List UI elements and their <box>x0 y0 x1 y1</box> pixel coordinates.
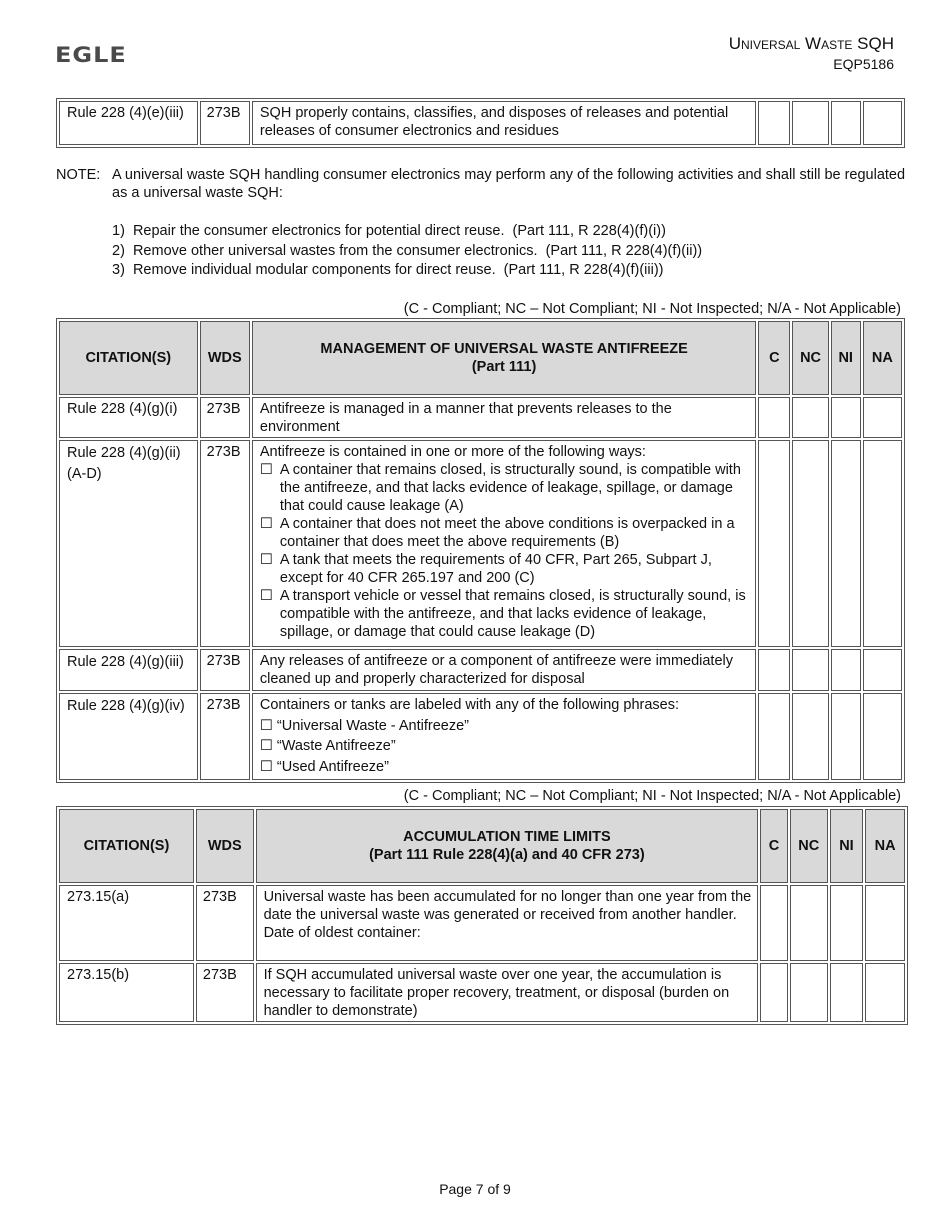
requirement-cell: SQH properly contains, classifies, and disposes of releases and potential releases of consumer electronics and residues <box>252 101 756 145</box>
compliance-legend: (C - Compliant; NC – Not Compliant; NI - Not Inspected; N/A - Not Applicable) <box>403 301 901 317</box>
ni-header: NI <box>831 321 861 395</box>
table-row <box>59 885 905 961</box>
containment-option-a <box>260 461 750 515</box>
option-text: A transport vehicle or vessel that remains closed, is structurally sound, is compatible with the antifreeze, and that lacks evidence of leakage, spillage, or damage that could cause leakage (D) <box>279 588 746 640</box>
containment-option-c <box>260 551 750 587</box>
table-row <box>59 440 902 647</box>
compliant-checkbox-cell[interactable] <box>758 101 790 145</box>
c-header: C <box>758 321 790 395</box>
requirement-text: Universal waste has been accumulated for no longer than one year from the date the universal waste was generated or received from another handler. <box>263 889 752 923</box>
not-applicable-checkbox-cell[interactable] <box>865 885 905 961</box>
list-item: 1) Repair the consumer electronics for potential direct reuse. (Part 111, R 228(4)(f)(i)) <box>112 223 666 239</box>
compliant-checkbox-cell[interactable] <box>760 885 788 961</box>
note-block <box>56 166 906 202</box>
list-item: 3) Remove individual modular components for direct reuse. (Part 111, R 228(4)(f)(iii)) <box>112 262 664 278</box>
label-phrase-option[interactable]: ☐ “Used Antifreeze” <box>259 758 389 775</box>
wds-cell: 273B <box>200 649 250 691</box>
wds-cell: 273B <box>200 693 250 780</box>
table-row <box>59 963 905 1022</box>
wds-header: WDS <box>200 321 250 395</box>
table-header-row <box>59 321 902 395</box>
table-row <box>59 693 902 780</box>
option-text: A tank that meets the requirements of 40 CFR, Part 265, Subpart J, except for 40 CFR 265.197 and 200 (C) <box>279 552 712 586</box>
wds-cell: 273B <box>200 397 250 438</box>
citation-cell: Rule 228 (4)(g)(ii) (A-D) <box>59 440 198 647</box>
compliant-checkbox-cell[interactable] <box>758 440 790 647</box>
requirement-cell <box>252 440 756 647</box>
not-compliant-checkbox-cell[interactable] <box>792 101 828 145</box>
table-header-row <box>59 809 905 883</box>
note-label: NOTE: <box>56 167 101 183</box>
citation-cell: Rule 228 (4)(e)(iii) <box>59 101 198 145</box>
option-text: A container that remains closed, is structurally sound, is compatible with the antifreeze, and that lacks evidence of leakage, spillage, or damage that could cause leakage (A) <box>279 462 741 514</box>
not-compliant-checkbox-cell[interactable] <box>792 693 828 780</box>
section-title: MANAGEMENT OF UNIVERSAL WASTE ANTIFREEZE <box>320 341 688 357</box>
c-header: C <box>760 809 788 883</box>
section-title-header <box>256 809 759 883</box>
requirement-cell: Antifreeze is managed in a manner that prevents releases to the environment <box>252 397 756 438</box>
na-header: NA <box>863 321 902 395</box>
section-title-header <box>252 321 756 395</box>
document-title: Universal Waste SQH <box>728 34 894 53</box>
not-compliant-checkbox-cell[interactable] <box>792 397 828 438</box>
not-inspected-checkbox-cell[interactable] <box>831 101 861 145</box>
not-applicable-checkbox-cell[interactable] <box>863 649 902 691</box>
egle-logo: EGLE <box>55 42 127 68</box>
table-row <box>59 397 902 438</box>
page-number: Page 7 of 9 <box>439 1181 511 1197</box>
compliant-checkbox-cell[interactable] <box>758 397 790 438</box>
requirement-cell: Any releases of antifreeze or a component of antifreeze were immediately cleaned up and properly characterized for disposal <box>252 649 756 691</box>
accumulation-time-limits-table <box>56 806 908 1025</box>
containment-option-d <box>260 587 750 641</box>
table-row <box>59 649 902 691</box>
not-inspected-checkbox-cell[interactable] <box>831 649 861 691</box>
form-code: EQP5186 <box>833 56 894 72</box>
wds-header: WDS <box>196 809 254 883</box>
section-title: ACCUMULATION TIME LIMITS <box>403 829 611 845</box>
not-applicable-checkbox-cell[interactable] <box>863 397 902 438</box>
compliant-checkbox-cell[interactable] <box>758 649 790 691</box>
containment-option-b <box>260 515 750 551</box>
citation-header: CITATION(S) <box>59 809 194 883</box>
not-applicable-checkbox-cell[interactable] <box>865 963 905 1022</box>
consumer-electronics-table-continued <box>56 98 905 148</box>
date-of-oldest-container-label: Date of oldest container: <box>263 925 421 941</box>
nc-header: NC <box>790 809 828 883</box>
list-item: 2) Remove other universal wastes from the consumer electronics. (Part 111, R 228(4)(f)(ii)) <box>112 242 703 259</box>
not-compliant-checkbox-cell[interactable] <box>792 440 828 647</box>
wds-cell: 273B <box>200 440 250 647</box>
nc-header: NC <box>792 321 828 395</box>
note-activity-list <box>112 222 702 281</box>
not-compliant-checkbox-cell[interactable] <box>790 963 828 1022</box>
compliant-checkbox-cell[interactable] <box>760 963 788 1022</box>
checkbox-icon[interactable]: ☐ <box>259 462 273 478</box>
section-subtitle: (Part 111 Rule 228(4)(a) and 40 CFR 273) <box>369 847 645 863</box>
section-subtitle: (Part 111) <box>471 359 537 375</box>
checkbox-icon[interactable]: ☐ <box>259 588 273 604</box>
compliance-legend: (C - Compliant; NC – Not Compliant; NI - Not Inspected; N/A - Not Applicable) <box>403 788 901 804</box>
not-applicable-checkbox-cell[interactable] <box>863 101 902 145</box>
not-applicable-checkbox-cell[interactable] <box>863 693 902 780</box>
not-inspected-checkbox-cell[interactable] <box>830 885 864 961</box>
citation-cell: Rule 228 (4)(g)(i) <box>59 397 198 438</box>
requirement-cell <box>256 885 759 961</box>
not-compliant-checkbox-cell[interactable] <box>792 649 828 691</box>
option-text: A container that does not meet the above conditions is overpacked in a container that does meet the above requirements (B) <box>279 516 735 550</box>
antifreeze-table <box>56 318 905 783</box>
not-inspected-checkbox-cell[interactable] <box>831 440 861 647</box>
requirement-intro: Containers or tanks are labeled with any of the following phrases: <box>259 697 680 713</box>
compliant-checkbox-cell[interactable] <box>758 693 790 780</box>
citation-cell: Rule 228 (4)(g)(iii) <box>59 649 198 691</box>
not-compliant-checkbox-cell[interactable] <box>790 885 828 961</box>
citation-cell: 273.15(a) <box>59 885 194 961</box>
wds-cell: 273B <box>200 101 250 145</box>
checkbox-icon[interactable]: ☐ <box>259 516 273 532</box>
not-inspected-checkbox-cell[interactable] <box>831 693 861 780</box>
not-applicable-checkbox-cell[interactable] <box>863 440 902 647</box>
wds-cell: 273B <box>196 963 254 1022</box>
wds-cell: 273B <box>196 885 254 961</box>
not-inspected-checkbox-cell[interactable] <box>830 963 864 1022</box>
not-inspected-checkbox-cell[interactable] <box>831 397 861 438</box>
requirement-cell <box>252 693 756 780</box>
label-phrase-option[interactable]: ☐ “Universal Waste - Antifreeze” <box>259 717 469 734</box>
citation-cell: Rule 228 (4)(g)(iv) <box>59 693 198 780</box>
citation-header: CITATION(S) <box>59 321 198 395</box>
checkbox-icon[interactable]: ☐ <box>259 552 273 568</box>
na-header: NA <box>865 809 905 883</box>
label-phrase-option[interactable]: ☐ “Waste Antifreeze” <box>259 738 396 754</box>
citation-cell: 273.15(b) <box>59 963 194 1022</box>
table-row <box>59 101 902 145</box>
note-text: A universal waste SQH handling consumer electronics may perform any of the following activities and shall still be regulated as a universal waste SQH: <box>112 167 906 201</box>
requirement-intro: Antifreeze is contained in one or more of the following ways: <box>259 444 646 460</box>
requirement-cell: If SQH accumulated universal waste over one year, the accumulation is necessary to facilitate proper recovery, treatment, or disposal (burden on handler to demonstrate) <box>256 963 759 1022</box>
ni-header: NI <box>830 809 864 883</box>
